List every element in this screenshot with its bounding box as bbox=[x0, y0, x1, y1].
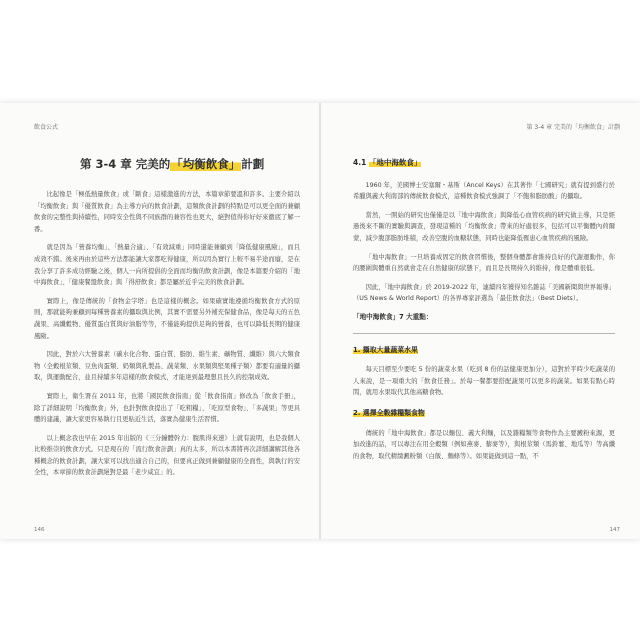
paragraph: 「地中海飲食」一旦培養成固定的飲食習慣後，整個身體都會維持良好的代謝運動作，你的腰圍與體重自然就會走在自然健康的狀態下，而且是長期持久的維持，像是體重很低。 bbox=[353, 253, 615, 273]
section-number: 4.1 bbox=[353, 158, 367, 167]
paragraph: 因此，「地中海飲食」於 2019-2022 年，連續四年獲得知名雜誌「美國新聞與世界報導」（US News & World Report）的各界專家評選為「最佳飲食法」（Best Diets）。 bbox=[353, 283, 615, 303]
left-page bbox=[0, 103, 319, 539]
point-text: 傳統的「地中海飲食」都是以麵包、義大利麵，以及雜糧類等食物作為主要澱粉來源，更加改進的話，可以專注在用全穀類（例如燕麥、藜麥等），與根莖類（馬鈴薯、地瓜等）等高纖的食物，取代精緻澱粉類（白飯、麵條等）。如果能做到這一點，不 bbox=[353, 429, 615, 460]
divider bbox=[353, 333, 615, 334]
chapter-suffix: 計劃 bbox=[241, 157, 265, 171]
page-number-right: 147 bbox=[609, 527, 620, 533]
paragraph: 以上概念我也早在 2015 年出版的《三分鐘體幹力：腹肌得來速》上就有說明，也是我個人比較推崇的飲食方式。只是現在的「流行飲食計劃」真的太多，所以本書將再次詳細講解其他各種概念的飲食計劃，讓大家可以找出適合自己的，但要真正做到兼顧健康的全面性，與執行的安全性，本章節的飲食計劃絕對是最「老少咸宜」的。 bbox=[34, 434, 300, 477]
section-highlight: 「地中海飲食」 bbox=[368, 158, 422, 167]
paragraph: 1960 年，美國博士安塞爾・基斯（Ancel Keys）在其著作「七國研究」就有提到盛行於希臘與義大利南部的傳統飲食模式，這種飲食模式強調了「不飽和脂肪酸」的攝取。 bbox=[353, 181, 615, 201]
points-heading: 「地中海飲食」7 大重點： bbox=[353, 312, 433, 321]
paragraph: 因此，對於六大營養素（碳水化合物、蛋白質、脂肪、維生素、礦物質、纖維）與六大類食物（全穀根莖類、豆魚肉蛋類、奶類與乳製品、蔬菜類、水果類與堅果種子類）都要有適量的攝取，與運動配合，並且持續多年這樣的飲食模式，才能達到最理想且長久的控制成效。 bbox=[34, 351, 300, 382]
running-head-right: 第 3-4 章 完美的「均衡飲食」計劃 bbox=[526, 124, 620, 131]
point-title bbox=[353, 408, 425, 420]
chapter-highlight: 「均衡飲食」 bbox=[171, 157, 241, 171]
paragraph: 就是因為「營養均衡」、「熱量合適」、「有效減重」同時還能兼顧到「降低健康風險」，而且成效不錯。後來再由於這些方法都能讓大家都吃得健康，所以因為實行上較不易半途而廢，是在我分享了許多成功經驗之後，個人一向所提倡的全面而均衡的飲食計劃，像是本篇要介紹的「地中海飲食」、「健康餐盤飲食」與「得舒飲食」都是屬於近乎完美的飲食計劃。 bbox=[34, 244, 300, 287]
point-title-text: 2. 選擇全穀雜糧類食物 bbox=[353, 408, 425, 417]
right-page bbox=[321, 103, 640, 539]
point-text: 每天目標至少要吃 5 份的蔬菜水果（吃到 8 份的話健康更加分），這對於平時少吃蔬菜的人來說，是一項重大的「飲食任務」。於每一餐都要搭配蔬果可以更多的蔬菜。如果有點心時間，就用水果取代其他高糖食物。 bbox=[353, 366, 615, 397]
section-heading bbox=[353, 157, 421, 169]
point-title-text: 1. 攝取大量蔬菜水果 bbox=[353, 345, 418, 354]
paragraph: 實際上，像是傳統的「食物金字塔」也是這樣的概念。如果確實地遵循均衡飲食方式的原則，那就能夠兼顧到每種營養素的攝取與比例，其實不需要另外補充保健食品，像是每天的五色蔬果、高纖穀物、優質蛋白質與好油脂等等，不僅能夠提供足夠的營養，也可以降低長期的健康風險。 bbox=[34, 297, 300, 340]
chapter-title bbox=[80, 156, 264, 172]
page-number-left: 146 bbox=[34, 527, 45, 533]
paragraph: 實際上，衛生署在 2011 年，也將「國民飲食指南」從「飲食指南」修改為「飲食手冊」，除了詳細說明「均衡飲食」外，也針對飲食提出了「吃粗糧」、「吃原型食物」、「多蔬果」等更具體的建議，讓大家更容易執行且更貼近生活，落實為健康生活習慣。 bbox=[34, 392, 300, 424]
paragraph: 當然，一開始的研究也僅僅是以「地中海飲食」與降低心血管疾病的研究做主導，只是經過後來不斷的實驗與調查，發現這種的「均衡飲食」帶來的好處很多，包括可以平衡體內荷爾蒙，減少腹部脂肪堆積，改善空腹的血糖狀態，同時也能降低罹患心血管疾病的風險。 bbox=[353, 211, 615, 242]
left-body bbox=[34, 189, 300, 486]
chapter-label: 第 3-4 章 完美的 bbox=[80, 157, 171, 171]
running-head-left: 飲食公式 bbox=[34, 124, 59, 131]
paragraph: 比起像是「極低熱量飲食」或「斷食」這樣激進的方法，本篇章節要溫和許多。主要介紹以「均衡飲食」與「優質飲食」為主導方向的飲食計劃，這類飲食計劃的特點是可以更全面的兼顧飲食的完整性與持續性，同時安全性與不同族群的兼容性也更大，絕對值得你好好來徹底了解一番。 bbox=[34, 191, 300, 233]
right-body bbox=[353, 157, 615, 469]
point-title bbox=[353, 345, 418, 357]
book-spread bbox=[0, 103, 640, 539]
